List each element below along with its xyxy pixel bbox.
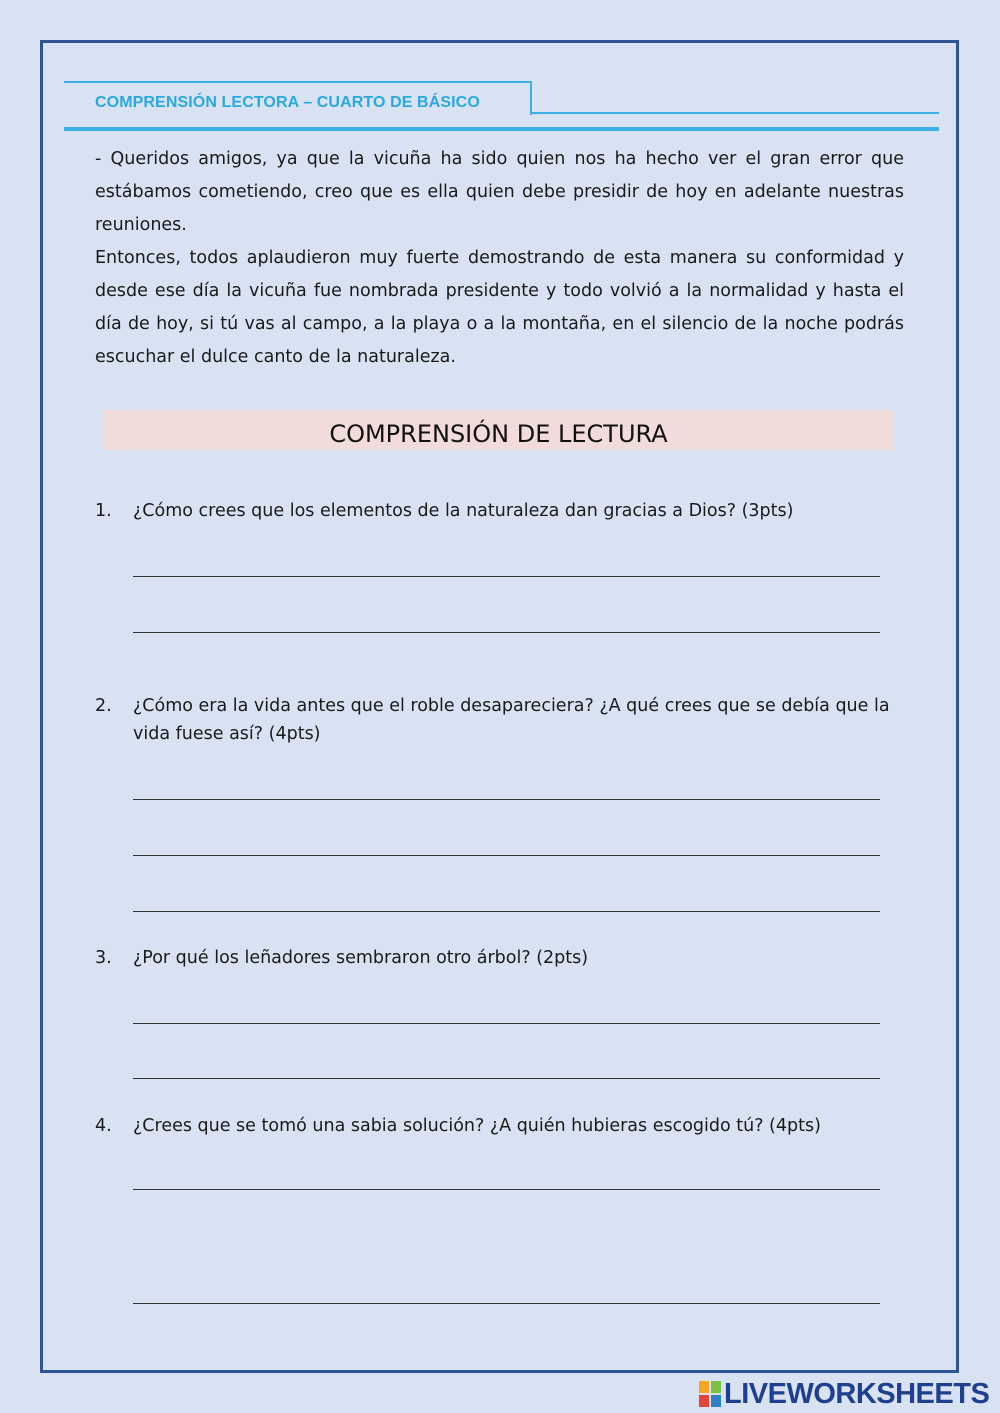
question-number: 1. xyxy=(95,501,112,521)
question-text: ¿Cómo era la vida antes que el roble desapareciera? ¿A qué crees que se debía que la vida fuese así? (4pts) xyxy=(133,696,890,744)
answer-line[interactable] xyxy=(133,855,880,856)
question-text: ¿Por qué los leñadores sembraron otro árbol? (2pts) xyxy=(133,948,589,968)
question-text: ¿Cómo crees que los elementos de la naturaleza dan gracias a Dios? (3pts) xyxy=(133,501,794,521)
section-title: COMPRENSIÓN DE LECTURA xyxy=(104,410,893,450)
answer-line[interactable] xyxy=(133,799,880,800)
question-text: ¿Crees que se tomó una sabia solución? ¿A quién hubieras escogido tú? (4pts) xyxy=(133,1116,821,1136)
liveworksheets-logo-icon xyxy=(699,1381,721,1407)
answer-line[interactable] xyxy=(133,576,880,577)
story-paragraph: Entonces, todos aplaudieron muy fuerte demostrando de esta manera su conformidad y desde ese día la vicuña fue nombrada presidente y todo volvió a la normalidad y hasta el día de hoy, si tú vas al campo, a la playa o a la montaña, en el silencio de la noche podrás escuchar el dulce canto de la naturaleza. xyxy=(95,248,904,367)
liveworksheets-logo xyxy=(699,1378,989,1410)
answer-line[interactable] xyxy=(133,1023,880,1024)
worksheet-title: COMPRENSIÓN LECTORA – CUARTO DE BÁSICO xyxy=(95,94,480,111)
answer-line[interactable] xyxy=(133,1189,880,1190)
liveworksheets-logo-text: LIVEWORKSHEETS xyxy=(724,1377,990,1410)
header-rule-thick xyxy=(64,127,939,131)
story-paragraph: - Queridos amigos, ya que la vicuña ha sido quien nos ha hecho ver el gran error que estábamos cometiendo, creo que es ella quien debe presidir de hoy en adelante nuestras reuniones. xyxy=(95,149,904,235)
answer-line[interactable] xyxy=(133,911,880,912)
question-number: 3. xyxy=(95,948,112,968)
answer-line[interactable] xyxy=(133,1078,880,1079)
answer-line[interactable] xyxy=(133,1303,880,1304)
header-rule-thin xyxy=(530,112,939,114)
question-number: 4. xyxy=(95,1116,112,1136)
question-number: 2. xyxy=(95,696,112,716)
story-text xyxy=(95,143,904,374)
answer-line[interactable] xyxy=(133,632,880,633)
